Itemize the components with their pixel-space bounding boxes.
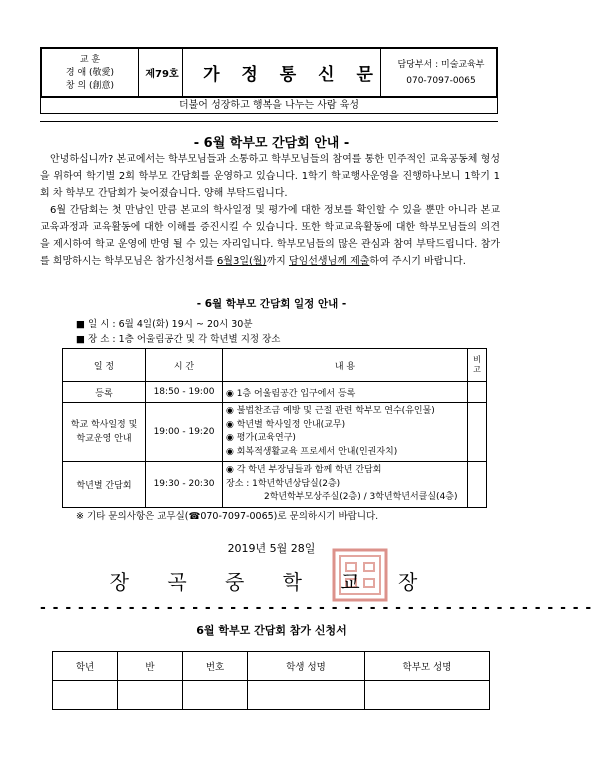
details-text: 까지 xyxy=(266,256,289,267)
col-content: 내 용 xyxy=(223,349,468,382)
form-col-class: 반 xyxy=(118,652,183,681)
col-note: 비고 xyxy=(468,349,487,382)
row-schedule: 등록 xyxy=(63,382,146,403)
school-principal: 장 곡 중 학 교 장 xyxy=(109,570,434,594)
issue-date: 2019년 5월 28일 xyxy=(227,542,316,555)
row-content xyxy=(223,462,468,508)
number-field[interactable] xyxy=(183,681,248,710)
newsletter-header xyxy=(40,47,498,98)
application-form-table xyxy=(52,651,490,710)
content-line: ◉ 학년별 학사일정 안내(교무) xyxy=(226,419,346,430)
col-time: 시 간 xyxy=(146,349,223,382)
motto-line: 경 애 (敬愛) xyxy=(65,68,115,78)
motto-heading: 교 훈 xyxy=(79,55,101,65)
content-line: 장소 : 1학년학년상담실(2층) xyxy=(226,478,341,489)
row-note xyxy=(468,403,487,462)
row-schedule: 학교 학사일정 및 학교운영 안내 xyxy=(63,403,146,462)
row-time: 19:30 - 20:30 xyxy=(146,462,223,508)
details-paragraph xyxy=(40,202,500,270)
newsletter-title: 가 정 통 신 문 xyxy=(203,65,381,85)
col-schedule: 일 정 xyxy=(63,349,146,382)
form-input-row xyxy=(53,681,490,710)
content-line: ◉ 각 학년 부장님들과 함께 학년 간담회 xyxy=(226,465,382,475)
submit-instruction: 담임선생님께 제출 xyxy=(288,256,370,267)
class-field[interactable] xyxy=(118,681,183,710)
parent-name-field[interactable] xyxy=(365,681,490,710)
school-slogan: 더불어 성장하고 행복을 나누는 사람 육성 xyxy=(40,98,498,114)
row-time: 19:00 - 19:20 xyxy=(146,403,223,462)
schedule-table xyxy=(62,348,487,508)
deadline: 6월3일(월) xyxy=(216,256,267,267)
row-schedule: 학년별 간담회 xyxy=(63,462,146,508)
row-note xyxy=(468,382,487,403)
row-note xyxy=(468,462,487,508)
cut-line: - - - - - - - - - - - - - - - - - - - - - - - - - - - - - - - - - - - - - - - - - - - - xyxy=(40,600,592,616)
details-text: 하여 주시기 바랍니다. xyxy=(369,256,466,267)
row-time: 18:50 - 19:00 xyxy=(146,382,223,403)
content-line: ◉ 회복적생활교육 프로세서 안내(인권자치) xyxy=(226,446,398,457)
motto-line: 창 의 (創意) xyxy=(65,81,115,91)
table-row xyxy=(63,403,487,462)
content-line: ◉ 1층 어울림공간 입구에서 등록 xyxy=(226,388,356,399)
table-row xyxy=(63,462,487,508)
table-header-row xyxy=(63,349,487,382)
notice-title: - 6월 학부모 간담회 안내 - xyxy=(193,136,350,151)
info-place: ■ 장 소 : 1층 어울림공간 및 각 학년별 지정 장소 xyxy=(76,334,281,345)
student-name-field[interactable] xyxy=(248,681,365,710)
form-col-number: 번호 xyxy=(183,652,248,681)
form-header-row xyxy=(53,652,490,681)
form-col-grade: 학년 xyxy=(53,652,118,681)
contact-note: ※ 기타 문의사항은 교무실(☎070-7097-0065)로 문의하시기 바랍니다. xyxy=(76,511,379,522)
content-line: 2학년학부모상주실(2층) / 3학년학년서클실(4층) xyxy=(264,492,458,502)
department: 담당부서 : 미술교육부 xyxy=(397,60,485,70)
content-line: ◉ 불법찬조금 예방 및 근절 관련 학부모 연수(유인물) xyxy=(226,406,435,416)
table-row xyxy=(63,382,487,403)
header-divider xyxy=(138,49,139,96)
schedule-title: - 6월 학부모 간담회 일정 안내 - xyxy=(196,298,347,310)
intro-paragraph: 안녕하십니까? 본교에서는 학부모님들과 소통하고 학부모님들의 참여를 통한 민주적인 교육공동체 형성을 위하여 학기별 2회 학부모 간담회를 운영하고 있습니다. 1학기 학교행사운영을 진행하나보니 1학기 1회 차 학부모 간담회가 늦어졌습니다. 양해 부탁드립니다. xyxy=(40,154,500,199)
header-divider xyxy=(182,49,183,96)
form-col-parent-name: 학부모 성명 xyxy=(365,652,490,681)
details-text: 6월 간담회는 첫 만남인 만큼 본교의 학사일정 및 평가에 대한 정보를 확인할 수 있을 뿐만 아니라 본교 교육과정과 교육활동에 대한 이해를 증진시킬 수 있습니다. 또한 학교교육활동에 대한 학부모님들의 의견을 제시하여 학교 운영에 반영 될 수 있는 자리입니다. 학부모님들의 많은 관심과 참여 부탁드립니다. 참가를 희망하시는 학부모님은 참가신청서를 xyxy=(40,205,500,267)
info-datetime: ■ 일 시 : 6월 4일(화) 19시 ~ 20시 30분 xyxy=(76,319,253,330)
issue-number: 제79호 xyxy=(145,69,179,80)
divider xyxy=(40,121,498,122)
form-title: 6월 학부모 간담회 참가 신청서 xyxy=(196,624,347,637)
form-col-student-name: 학생 성명 xyxy=(248,652,365,681)
grade-field[interactable] xyxy=(53,681,118,710)
row-content xyxy=(223,403,468,462)
content-line: ◉ 평가(교육연구) xyxy=(226,433,296,443)
phone-number: 070-7097-0065 xyxy=(406,76,476,86)
row-content xyxy=(223,382,468,403)
